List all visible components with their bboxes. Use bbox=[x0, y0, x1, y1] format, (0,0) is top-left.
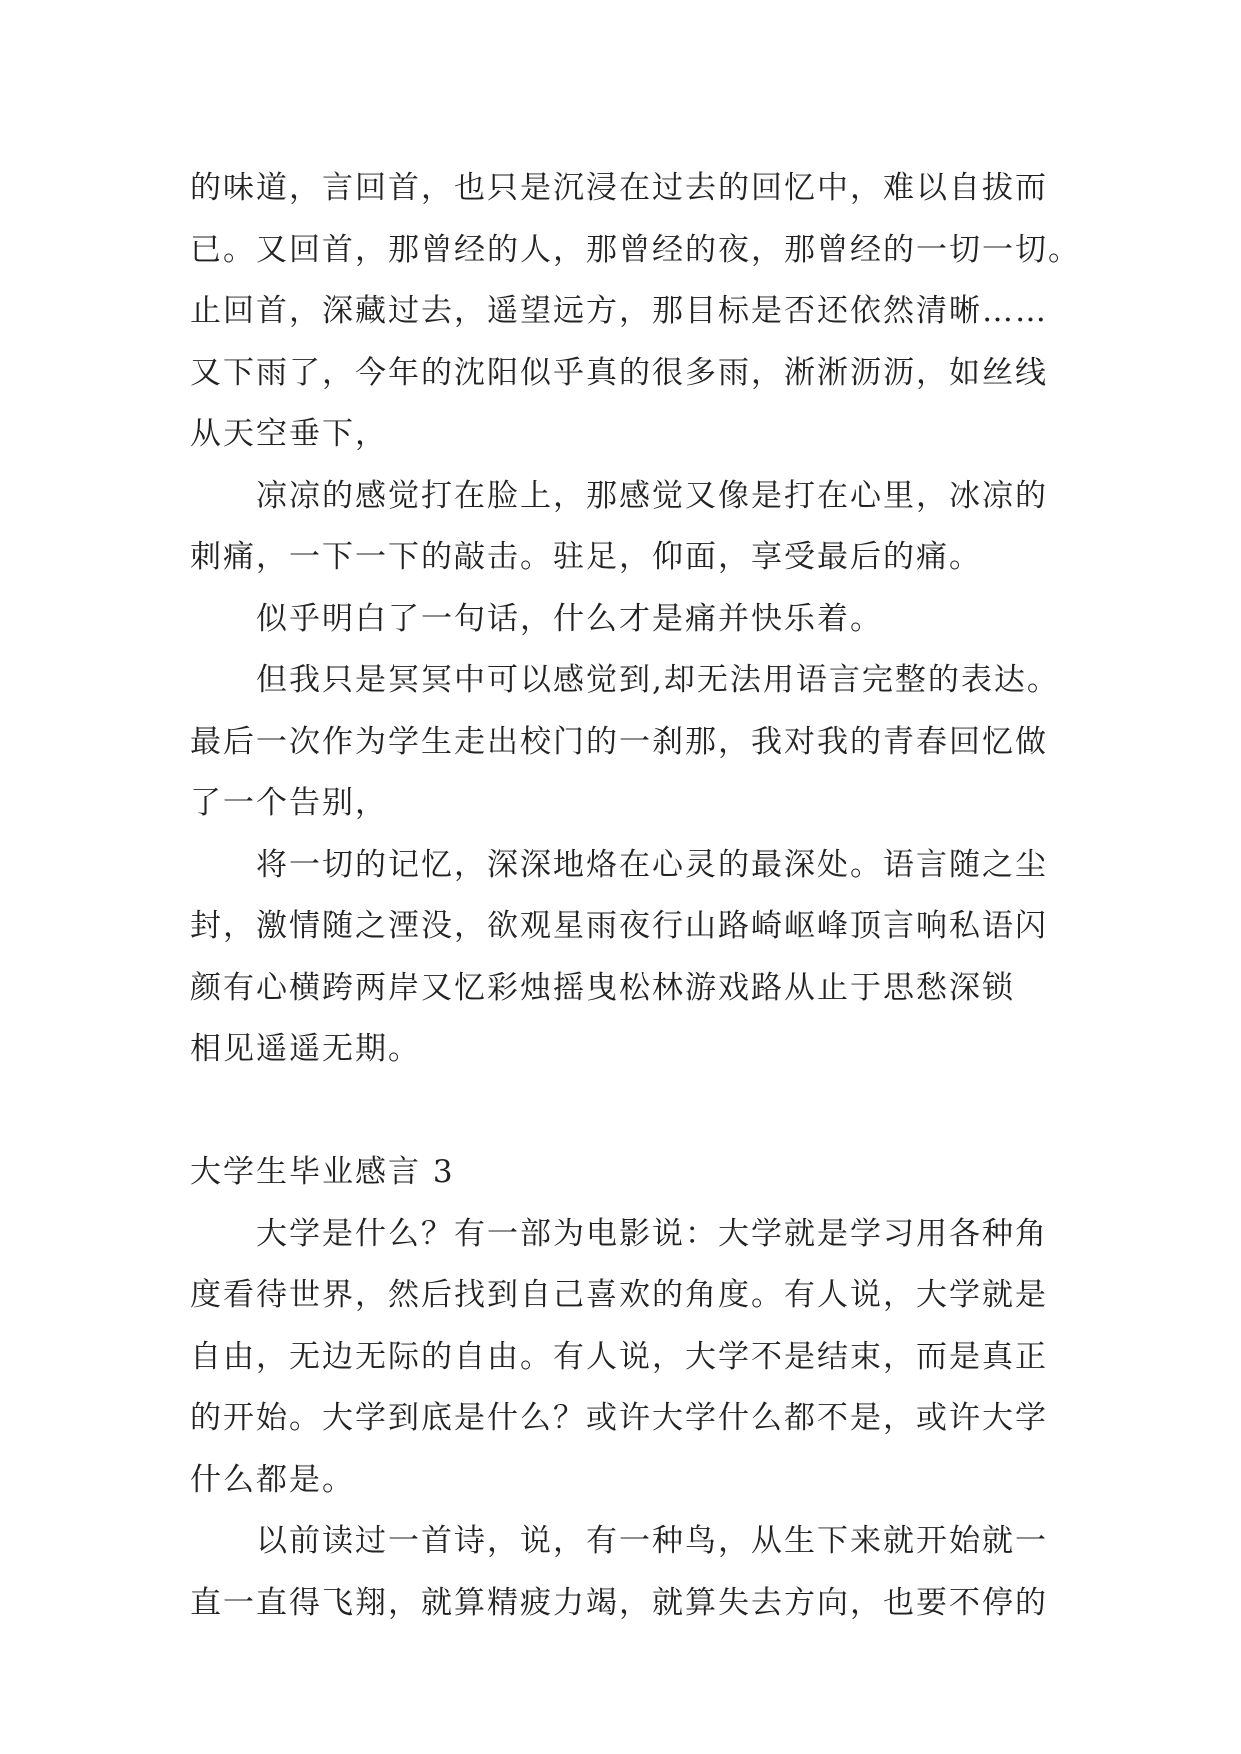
text-line: 封，激情随之湮没，欲观星雨夜行山路崎岖峰顶言响私语闪 bbox=[190, 908, 1048, 944]
text-line: 刺痛，一下一下的敲击。驻足，仰面，享受最后的痛。 bbox=[190, 539, 982, 575]
text-line: 直一直得飞翔，就算精疲力竭，就算失去方向，也要不停的 bbox=[190, 1584, 1048, 1621]
text-line: 的味道，言回首，也只是沉浸在过去的回忆中，难以自拔而 bbox=[190, 170, 1048, 206]
text-line: 颜有心横跨两岸又忆彩烛摇曳松林游戏路从止于思愁深锁 bbox=[190, 969, 1015, 1006]
text-line: 度看待世界，然后找到自己喜欢的角度。有人说，大学就是 bbox=[190, 1277, 1048, 1313]
paragraph bbox=[190, 589, 1060, 651]
paragraph bbox=[190, 1511, 1060, 1634]
text-line: 大学是什么？有一部为电影说：大学就是学习用各种角 bbox=[256, 1215, 1048, 1252]
text-line: 相见遥遥无期。 bbox=[190, 1031, 421, 1067]
text-line: 什么都是。 bbox=[190, 1461, 355, 1498]
paragraph bbox=[190, 1204, 1060, 1512]
text-line: 止回首，深藏过去，遥望远方，那目标是否还依然清晰…… bbox=[190, 293, 1048, 329]
text-line: 了一个告别， bbox=[190, 785, 388, 821]
text-line: 的开始。大学到底是什么？或许大学什么都不是，或许大学 bbox=[190, 1400, 1048, 1436]
paragraph bbox=[190, 158, 1081, 466]
paragraph bbox=[190, 650, 1060, 835]
text-line: 已。又回首，那曾经的人，那曾经的夜，那曾经的一切一切。 bbox=[190, 231, 1081, 268]
text-line: 凉凉的感觉打在脸上，那感觉又像是打在心里，冰凉的 bbox=[256, 477, 1048, 514]
text-line: 又下雨了，今年的沈阳似乎真的很多雨，淅淅沥沥，如丝线 bbox=[190, 354, 1048, 391]
text-line: 自由，无边无际的自由。有人说，大学不是结束，而是真正 bbox=[190, 1338, 1048, 1375]
text-line: 但我只是冥冥中可以感觉到,却无法用语言完整的表达。 bbox=[256, 662, 1060, 698]
text-line: 似乎明白了一句话，什么才是痛并快乐着。 bbox=[256, 600, 883, 637]
text-line: 以前读过一首诗，说，有一种鸟，从生下来就开始就一 bbox=[256, 1523, 1048, 1559]
document-page bbox=[190, 158, 1081, 1634]
paragraph bbox=[190, 835, 1060, 1081]
paragraph bbox=[190, 466, 1060, 589]
text-line: 从天空垂下， bbox=[190, 416, 388, 452]
text-line: 最后一次作为学生走出校门的一刹那，我对我的青春回忆做 bbox=[190, 723, 1048, 760]
text-line: 将一切的记忆，深深地烙在心灵的最深处。语言随之尘 bbox=[256, 846, 1048, 883]
section-heading: 大学生毕业感言 3 bbox=[190, 1154, 455, 1190]
